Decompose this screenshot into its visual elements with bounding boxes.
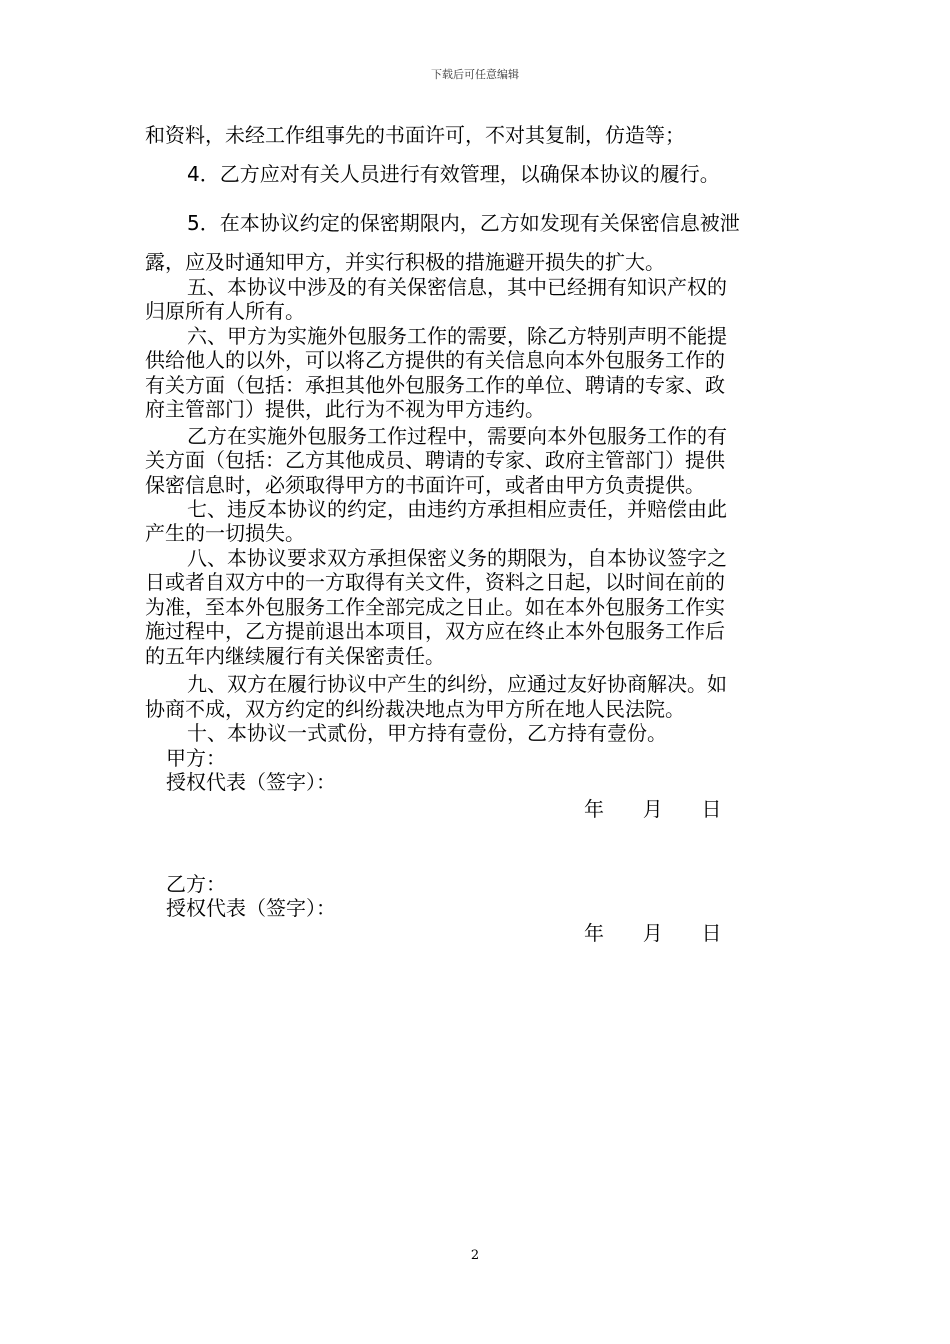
paragraph-line: 的五年内继续履行有关保密责任。 <box>145 644 445 668</box>
paragraph-line: 关方面（包括：乙方其他成员、聘请的专家、政府主管部门）提供 <box>145 448 725 472</box>
paragraph-line: 十、本协议一式贰份，甲方持有壹份，乙方持有壹份。 <box>187 721 667 745</box>
paragraph-line: 七、违反本协议的约定，由违约方承担相应责任，并赔偿由此 <box>187 497 727 521</box>
paragraph-line: 九、双方在履行协议中产生的纠纷，应通过友好协商解决。如 <box>187 672 727 696</box>
party-b-representative-label: 授权代表（签字）： <box>166 896 336 920</box>
paragraph-line: 产生的一切损失。 <box>145 521 305 545</box>
date-year: 年 <box>584 921 604 945</box>
paragraph-line: 府主管部门）提供，此行为不视为甲方违约。 <box>145 397 545 421</box>
paragraph-line: 为准，至本外包服务工作全部完成之日止。如在本外包服务工作实 <box>145 595 725 619</box>
paragraph-line: 有关方面（包括：承担其他外包服务工作的单位、聘请的专家、政 <box>145 373 725 397</box>
date-month: 月 <box>642 921 663 945</box>
paragraph-line: 和资料，未经工作组事先的书面许可，不对其复制，仿造等； <box>145 123 685 147</box>
paragraph-line: 五、本协议中涉及的有关保密信息，其中已经拥有知识产权的 <box>187 275 727 299</box>
paragraph-line: 日或者自双方中的一方取得有关文件，资料之日起，以时间在前的 <box>145 570 725 594</box>
paragraph-line: 4．乙方应对有关人员进行有效管理，以确保本协议的履行。 <box>187 162 720 186</box>
paragraph-line: 六、甲方为实施外包服务工作的需要，除乙方特别声明不能提 <box>187 324 727 348</box>
date-month: 月 <box>642 797 663 821</box>
paragraph-line: 乙方在实施外包服务工作过程中，需要向本外包服务工作的有 <box>187 424 727 448</box>
party-b-date <box>584 921 721 945</box>
paragraph-line: 归原所有人所有。 <box>145 299 305 323</box>
paragraph-line: 露，应及时通知甲方，并实行积极的措施避开损失的扩大。 <box>145 250 665 274</box>
party-a-label: 甲方： <box>166 746 226 770</box>
paragraph-line: 协商不成，双方约定的纠纷裁决地点为甲方所在地人民法院。 <box>145 697 685 721</box>
date-day: 日 <box>701 921 722 945</box>
date-day: 日 <box>701 797 722 821</box>
page-number: 2 <box>470 1248 480 1263</box>
party-b-label: 乙方： <box>166 872 226 896</box>
paragraph-line: 5．在本协议约定的保密期限内，乙方如发现有关保密信息被泄 <box>187 211 740 235</box>
page-header: 下载后可任意编辑 <box>431 68 519 81</box>
paragraph-line: 施过程中，乙方提前退出本项目，双方应在终止本外包服务工作后 <box>145 619 725 643</box>
paragraph-line: 保密信息时，必须取得甲方的书面许可，或者由甲方负责提供。 <box>145 473 705 497</box>
paragraph-line: 供给他人的以外，可以将乙方提供的有关信息向本外包服务工作的 <box>145 348 725 372</box>
party-a-representative-label: 授权代表（签字）： <box>166 770 336 794</box>
party-a-date <box>584 797 721 821</box>
paragraph-line: 八、本协议要求双方承担保密义务的期限为，自本协议签字之 <box>187 546 727 570</box>
date-year: 年 <box>584 797 604 821</box>
